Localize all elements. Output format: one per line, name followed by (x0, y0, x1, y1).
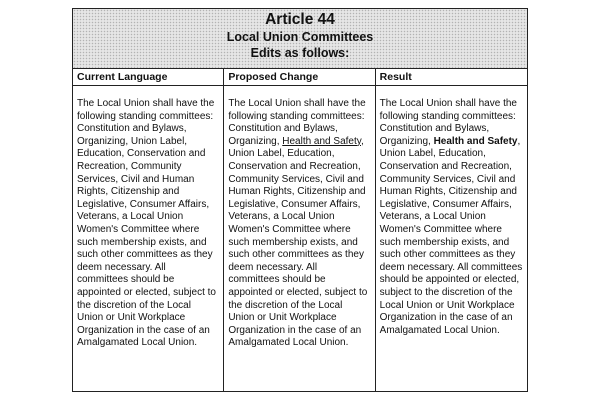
comparison-table (73, 69, 527, 391)
text-segment: The Local Union shall have the following standing committees: Constitution and Bylaws, Organizing, (379, 98, 517, 147)
text-segment: The Local Union shall have the following standing committees: Constitution and Bylaws, Organizing, Union Label, Education, Conservation and Recreation, Community Services, Civil and Human Rights, Citizenship and Legislative, Consumer Affairs, Veterans, a Local Union Women's Committee where such membership exists, and such other committees as they deem necessary. All committees should be appointed or elected, subject to the discretion of the Local Union or Unit Workplace Organization in the case of an Amalgamated Local Union. (77, 98, 216, 349)
text-segment: , Union Label, Education, Conservation and Recreation, Community Services, Civil and Human Rights, Citizenship and Legislative, Consumer Affairs, Veterans, a Local Union Women's Committee where such membership exists, and such other committees as they deem necessary. All committees should be appointed or elected, subject to the discretion of the Local Union or Unit Workplace Organization in the case of an Amalgamated Local Union. (228, 135, 368, 349)
article-title: Article 44 (265, 11, 335, 28)
column-text (224, 86, 374, 350)
underlined-insertion: Health and Safety (282, 135, 362, 147)
document-page (72, 8, 528, 392)
article-edits-label: Edits as follows: (250, 46, 350, 60)
column-heading: Current Language (73, 69, 223, 86)
column-heading: Proposed Change (224, 69, 374, 86)
bold-insertion: Health and Safety (433, 135, 518, 147)
column-text (73, 86, 223, 350)
article-subtitle: Local Union Committees (226, 30, 374, 44)
text-segment: The Local Union shall have the following standing committees: Constitution and Bylaws, Organizing, (228, 98, 366, 147)
column-heading: Result (376, 69, 527, 86)
column-result (376, 69, 527, 391)
column-current-language (73, 69, 224, 391)
article-header (73, 9, 527, 69)
text-segment: , Union Label, Education, Conservation and Recreation, Community Services, Civil and Human Rights, Citizenship and Legislative, Consumer Affairs, Veterans, a Local Union Women's Committee where such membership exists, and such other committees as they deem necessary. All committees should be appointed or elected, subject to the discretion of the Local Union or Unit Workplace Organization in the case of an Amalgamated Local Union. (379, 135, 523, 336)
column-proposed-change (224, 69, 375, 391)
column-text (376, 86, 527, 337)
